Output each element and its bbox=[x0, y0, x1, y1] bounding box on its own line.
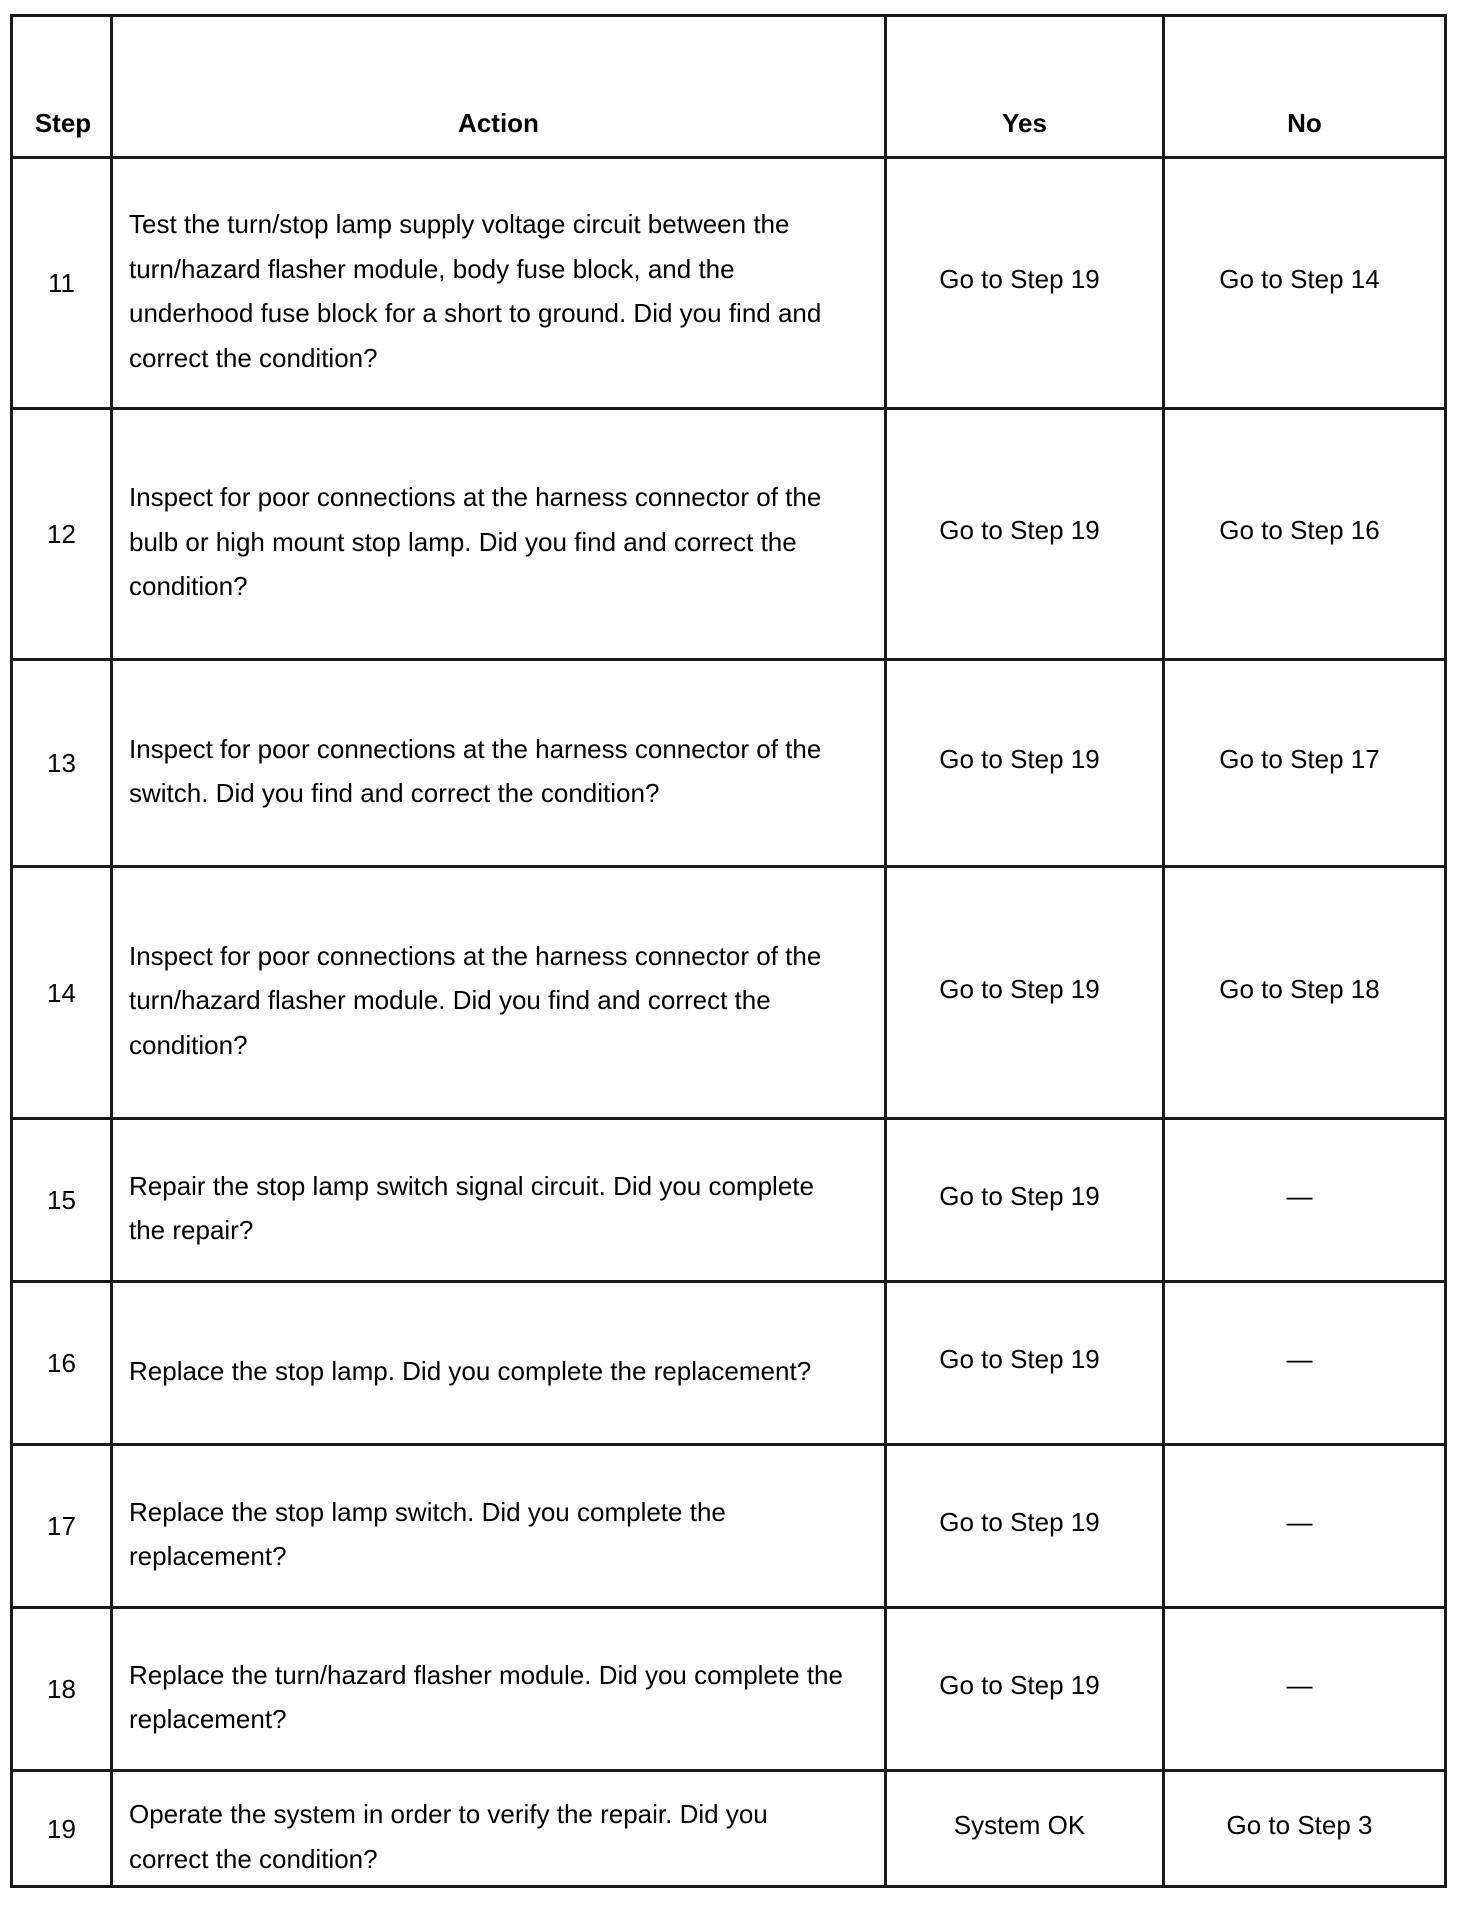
no-result: Go to Step 18 bbox=[1164, 867, 1446, 1119]
table-row bbox=[12, 867, 1446, 1119]
yes-result: Go to Step 19 bbox=[886, 158, 1164, 409]
action-text: Replace the stop lamp. Did you complete the replacement? bbox=[112, 1282, 886, 1445]
table-row bbox=[12, 1771, 1446, 1887]
table-row bbox=[12, 1282, 1446, 1445]
table-row bbox=[12, 158, 1446, 409]
step-number: 16 bbox=[12, 1282, 112, 1445]
step-number: 15 bbox=[12, 1119, 112, 1282]
table-row bbox=[12, 660, 1446, 867]
step-column-header: Step bbox=[12, 16, 112, 158]
yes-result: System OK bbox=[886, 1771, 1164, 1887]
action-text: Replace the turn/hazard flasher module. Did you complete the replacement? bbox=[112, 1608, 886, 1771]
action-text: Inspect for poor connections at the harness connector of the bulb or high mount stop lamp. Did you find and correct the condition? bbox=[112, 409, 886, 660]
yes-result: Go to Step 19 bbox=[886, 1119, 1164, 1282]
action-text: Inspect for poor connections at the harness connector of the turn/hazard flasher module. Did you find and correct the condition? bbox=[112, 867, 886, 1119]
step-number: 19 bbox=[12, 1771, 112, 1887]
yes-column-header: Yes bbox=[886, 16, 1164, 158]
no-result: Go to Step 14 bbox=[1164, 158, 1446, 409]
yes-result: Go to Step 19 bbox=[886, 1445, 1164, 1608]
yes-result: Go to Step 19 bbox=[886, 1608, 1164, 1771]
no-result: — bbox=[1164, 1282, 1446, 1445]
yes-result: Go to Step 19 bbox=[886, 867, 1164, 1119]
step-number: 12 bbox=[12, 409, 112, 660]
no-result: — bbox=[1164, 1445, 1446, 1608]
action-text: Operate the system in order to verify the repair. Did you correct the condition? bbox=[112, 1771, 886, 1887]
no-result: Go to Step 17 bbox=[1164, 660, 1446, 867]
table-row bbox=[12, 1445, 1446, 1608]
action-text: Replace the stop lamp switch. Did you complete the replacement? bbox=[112, 1445, 886, 1608]
no-result: — bbox=[1164, 1119, 1446, 1282]
yes-result: Go to Step 19 bbox=[886, 409, 1164, 660]
step-number: 13 bbox=[12, 660, 112, 867]
step-number: 18 bbox=[12, 1608, 112, 1771]
table-row bbox=[12, 1119, 1446, 1282]
no-column-header: No bbox=[1164, 16, 1446, 158]
yes-result: Go to Step 19 bbox=[886, 1282, 1164, 1445]
table-row bbox=[12, 1608, 1446, 1771]
table-row bbox=[12, 409, 1446, 660]
no-result: Go to Step 3 bbox=[1164, 1771, 1446, 1887]
action-text: Repair the stop lamp switch signal circuit. Did you complete the repair? bbox=[112, 1119, 886, 1282]
step-number: 14 bbox=[12, 867, 112, 1119]
yes-result: Go to Step 19 bbox=[886, 660, 1164, 867]
no-result: Go to Step 16 bbox=[1164, 409, 1446, 660]
step-number: 11 bbox=[12, 158, 112, 409]
header-row bbox=[12, 16, 1446, 158]
action-text: Inspect for poor connections at the harness connector of the switch. Did you find and correct the condition? bbox=[112, 660, 886, 867]
action-column-header: Action bbox=[112, 16, 886, 158]
no-result: — bbox=[1164, 1608, 1446, 1771]
diagnostic-table bbox=[10, 14, 1447, 1888]
step-number: 17 bbox=[12, 1445, 112, 1608]
action-text: Test the turn/stop lamp supply voltage circuit between the turn/hazard flasher module, body fuse block, and the underhood fuse block for a short to ground. Did you find and correct the condition? bbox=[112, 158, 886, 409]
